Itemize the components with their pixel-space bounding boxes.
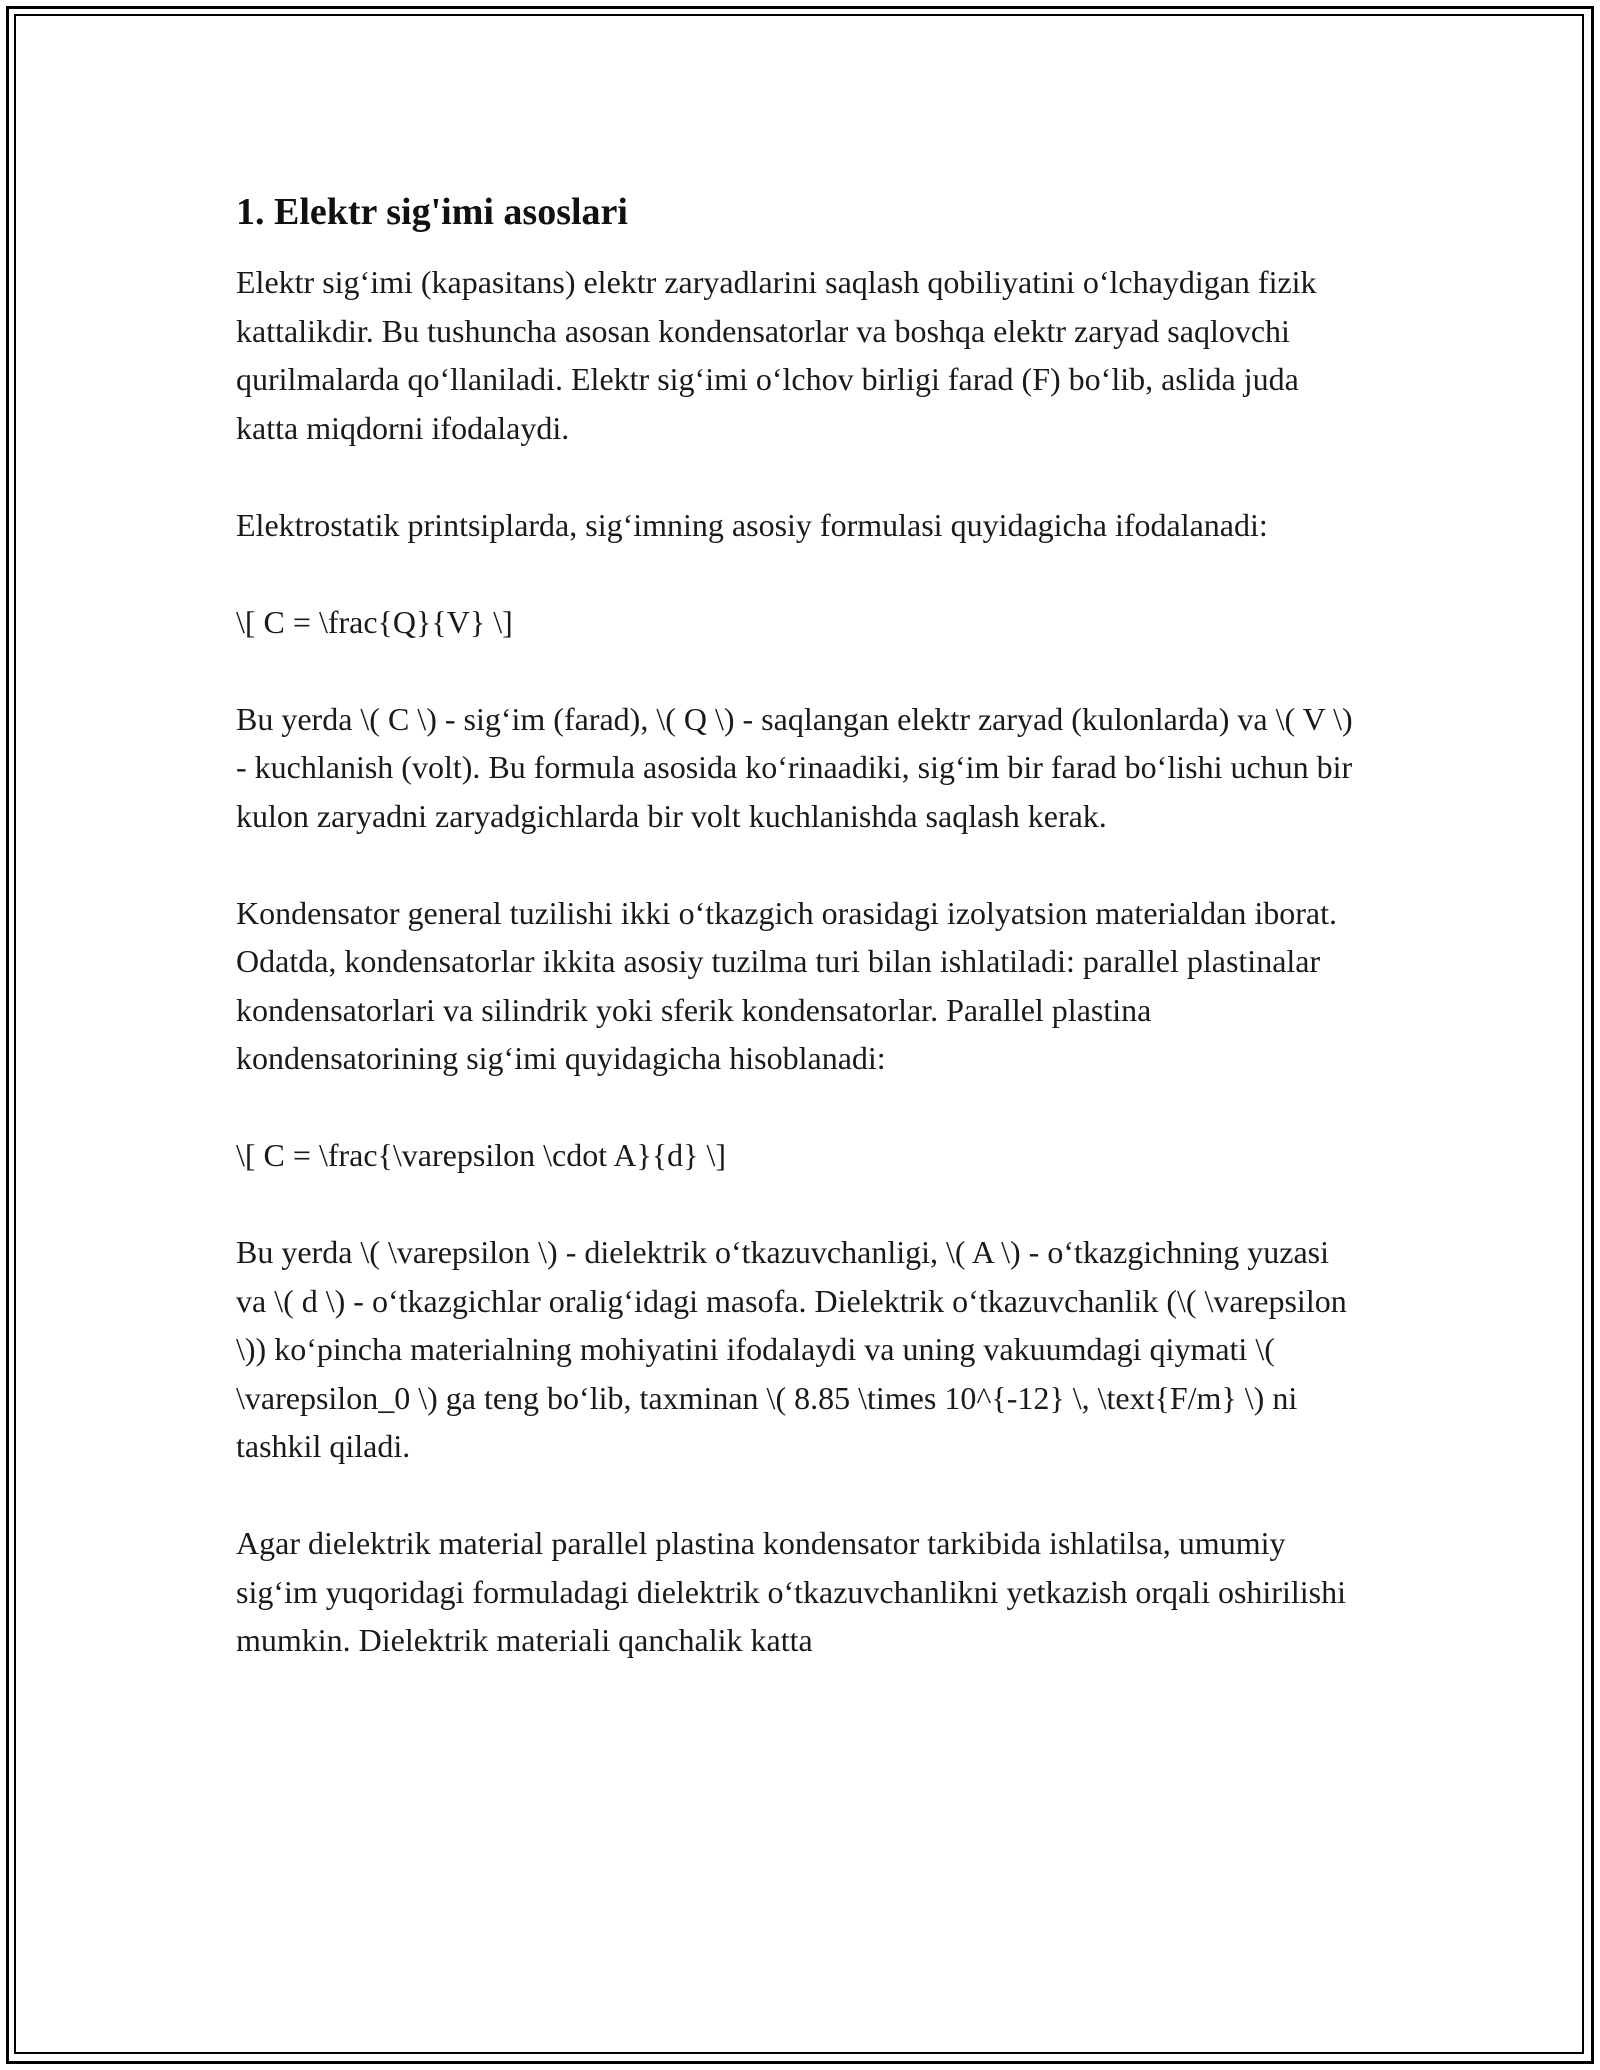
formula-parallel-plate: \[ C = \frac{\varepsilon \cdot A}{d} \]	[236, 1137, 727, 1173]
section-heading: 1. Elektr sig'imi asoslari	[236, 191, 628, 233]
paragraph-intro: Elektr sig‘imi (kapasitans) elektr zaryadlarini saqlash qobiliyatini o‘lchaydigan fizik kattalikdir. Bu tushuncha asosan kondensatorlar va boshqa elektr zaryad saqlovchi qurilmalarda qo‘llaniladi. Elektr sig‘imi o‘lchov birligi farad (F) bo‘lib, aslida juda katta miqdorni ifodalaydi.	[236, 264, 1317, 446]
formula-capacitance: \[ C = \frac{Q}{V} \]	[236, 603, 513, 640]
paragraph-dielectric: Agar dielektrik material parallel plastina kondensator tarkibida ishlatilsa, umumiy sig‘im yuqoridagi formuladagi dielektrik o‘tkazuvchanlikni yetkazish orqali oshirilishi mumkin. Dielektrik materiali qanchalik katta	[236, 1525, 1346, 1658]
paragraph-formula-explanation: Bu yerda \( C \) - sig‘im (farad), \( Q \) - saqlangan elektr zaryad (kulonlarda) va \( V \) - kuchlanish (volt). Bu formula asosida ko‘rinaadiki, sig‘im bir farad bo‘lishi uchun bir kulon zaryadni zaryadgichlarda bir volt kuchlanishda saqlash kerak.	[236, 700, 1353, 834]
paragraph-permittivity: Bu yerda \( \varepsilon \) - dielektrik o‘tkazuvchanligi, \( A \) - o‘tkazgichning yuzasi va \( d \) - o‘tkazgichlar oralig‘idagi masofa. Dielektrik o‘tkazuvchanlik (\( \varepsilon \)) ko‘pincha materialning mohiyatini ifodalaydi va uning vakuumdagi qiymati \( \varepsilon_0 \) ga teng bo‘lib, taxminan \( 8.85 \times 10^{-12} \, \text{F/m} \) ni tashkil qiladi.	[236, 1234, 1347, 1464]
document-body	[236, 188, 1366, 1713]
paragraph-capacitor-structure: Kondensator general tuzilishi ikki o‘tkazgich orasidagi izolyatsion materialdan iborat. Odatda, kondensatorlar ikkita asosiy tuzilma turi bilan ishlatiladi: parallel plastinalar kondensatorlari va silindrik yoki sferik kondensatorlar. Parallel plastina kondensatorining sig‘imi quyidagicha hisoblanadi:	[236, 894, 1337, 1076]
paragraph-formula-lead: Elektrostatik printsiplarda, sig‘imning asosiy formulasi quyidagicha ifodalanadi:	[236, 506, 1268, 543]
